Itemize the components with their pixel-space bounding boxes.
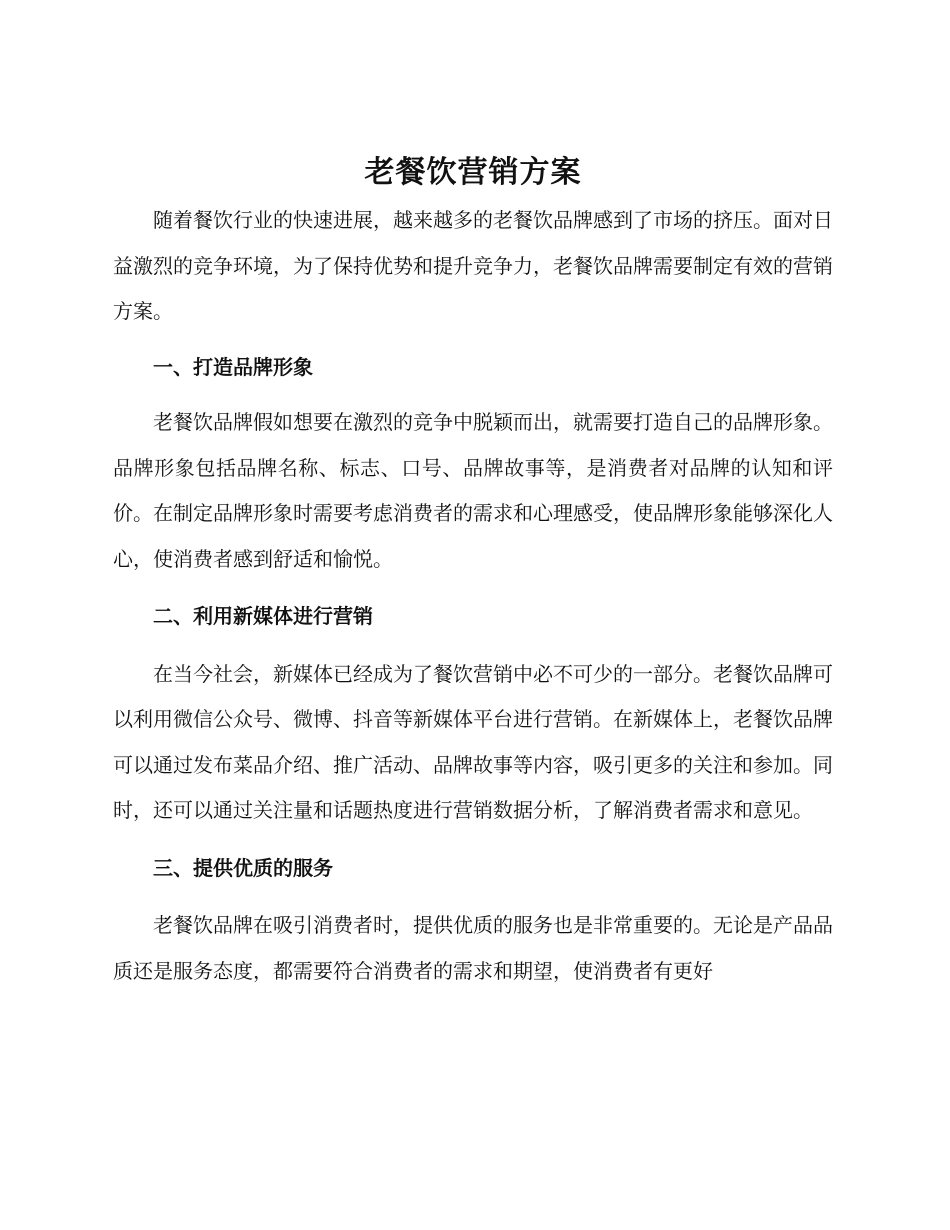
spacer <box>113 834 833 846</box>
section-body-quality-service: 老餐饮品牌在吸引消费者时，提供优质的服务也是非常重要的。无论是产品品质还是服务态度，都需要符合消费者的需求和期望，使消费者有更好 <box>113 913 833 983</box>
section-heading-new-media: 二、利用新媒体进行营销 <box>153 604 373 628</box>
section-heading-brand-image: 一、打造品牌形象 <box>153 354 313 379</box>
spacer <box>113 335 833 345</box>
document-page <box>113 148 833 994</box>
spacer <box>113 640 833 652</box>
section-heading-quality-service: 三、提供优质的服务 <box>153 855 333 880</box>
spacer <box>113 891 833 903</box>
section-body-brand-image: 老餐饮品牌假如想要在激烈的竞争中脱颖而出，就需要打造自己的品牌形象。品牌形象包括品牌名称、标志、口号、品牌故事等，是消费者对品牌的认知和评价。在制定品牌形象时需要考虑消费者的需求和心理感受，使品牌形象能够深化人心，使消费者感到舒适和愉悦。 <box>113 410 833 571</box>
intro-paragraph: 随着餐饮行业的快速进展，越来越多的老餐饮品牌感到了市场的挤压。面对日益激烈的竞争环境，为了保持优势和提升竞争力，老餐饮品牌需要制定有效的营销方案。 <box>113 208 833 323</box>
spacer <box>113 582 833 594</box>
document-title: 老餐饮营销方案 <box>364 155 582 190</box>
spacer <box>113 390 833 400</box>
section-body-new-media: 在当今社会，新媒体已经成为了餐饮营销中必不可少的一部分。老餐饮品牌可以利用微信公众号、微博、抖音等新媒体平台进行营销。在新媒体上，老餐饮品牌可以通过发布菜品介绍、推广活动、品牌故事等内容，吸引更多的关注和参加。同时，还可以通过关注量和话题热度进行营销数据分析，了解消费者需求和意见。 <box>113 661 833 822</box>
